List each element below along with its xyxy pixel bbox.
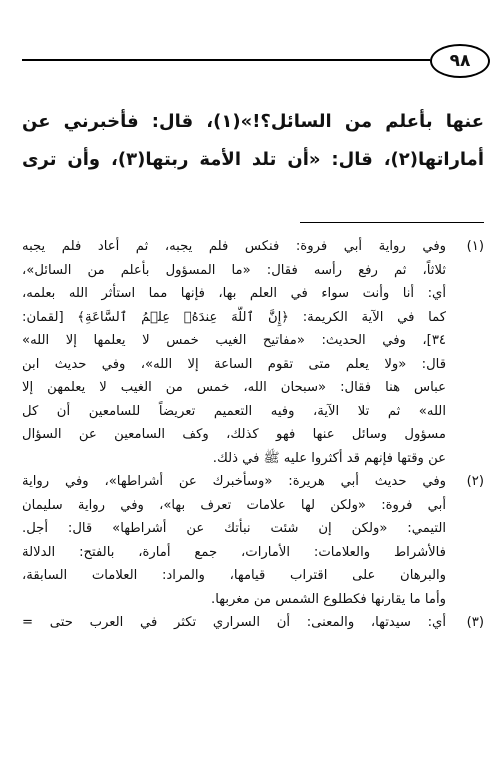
footnote-number: (٢) — [466, 474, 484, 489]
page-number: ٩٨ — [449, 51, 471, 71]
footnote-line: والبرهان على اقتراب قيامها، والمراد: العلامات السابقة، — [22, 568, 446, 583]
footnote-line: أبي فروة: «ولكن لها علامات تعرف بها»، وفي رواية سليمان — [22, 497, 446, 513]
footnote-body — [22, 611, 446, 635]
footnote-line: أي: أنا وأنت سواء في العلم بها، فإنها مما استأثر الله بعلمه، — [22, 286, 446, 301]
footnote-3 — [22, 611, 484, 635]
page-number-badge — [430, 44, 490, 78]
footnote-separator — [300, 222, 484, 223]
footnote-line: الله» ثم تلا الآية، وفيه التعميم تعريضاً للسامعين أن كل — [22, 403, 446, 419]
footnote-1 — [22, 235, 484, 470]
footnote-body — [22, 470, 446, 611]
footnote-line: قال: «ولا يعلم متى تقوم الساعة إلا الله»، وفي حديث ابن — [22, 356, 446, 372]
footnote-line: فالأشراط والعلامات: الأمارات، جمع أمارة، بالفتح: الدلالة — [22, 544, 446, 560]
footnote-number: (١) — [466, 239, 484, 254]
main-text-line: عنها بأعلم من السائل؟!»(١)، قال: فأخبرني عن — [22, 111, 484, 132]
footnote-line: التيمي: «ولكن إن شئت نبأتك عن أشراطها» قال: أجل. — [22, 521, 446, 536]
footnote-body — [22, 235, 446, 470]
footnote-line: أي: سيدتها، والمعنى: أن السراري تكثر في العرب حتى = — [22, 615, 446, 630]
footnote-line: وأما ما يقارنها فكطلوع الشمس من مغربها. — [211, 591, 446, 607]
footnote-line: ثلاثاً، ثم رفع رأسه فقال: «ما المسؤول بأعلم من السائل»، — [22, 262, 446, 278]
header-rule — [22, 59, 430, 61]
footnote-line: وفي حديث أبي هريرة: «وسأخبرك عن أشراطها»، وفي رواية — [22, 474, 446, 489]
footnote-line: عن وقتها فإنهم قد أكثروا عليه ﷺ في ذلك. — [212, 450, 446, 466]
footnote-2 — [22, 470, 484, 611]
footnote-line: كما في الآية الكريمة: ﴿إِنَّ ٱللَّهَ عِندَهُۥ عِلۡمُ ٱلسَّاعَةِ﴾ [لقمان: — [22, 309, 446, 325]
footnote-line: وفي رواية أبي فروة: فنكس فلم يجبه، ثم أعاد فلم يجبه — [22, 239, 446, 254]
footnote-line: ٣٤]، وفي الحديث: «مفاتيح الغيب خمس لا يعلمها إلا الله» — [22, 333, 446, 348]
main-text-line: أماراتها(٢)، قال: «أن تلد الأمة ربتها(٣)، وأن ترى — [22, 149, 484, 170]
footnote-line: مسؤول وسائل عنها فهو كذلك، وكف السامعين عن السؤال — [22, 427, 446, 442]
footnotes — [22, 235, 484, 635]
footnote-line: عباس هنا فقال: «سبحان الله، خمس من الغيب لا يعلمهن إلا — [22, 380, 446, 395]
footnote-number: (٣) — [466, 615, 484, 630]
main-text — [22, 103, 484, 179]
